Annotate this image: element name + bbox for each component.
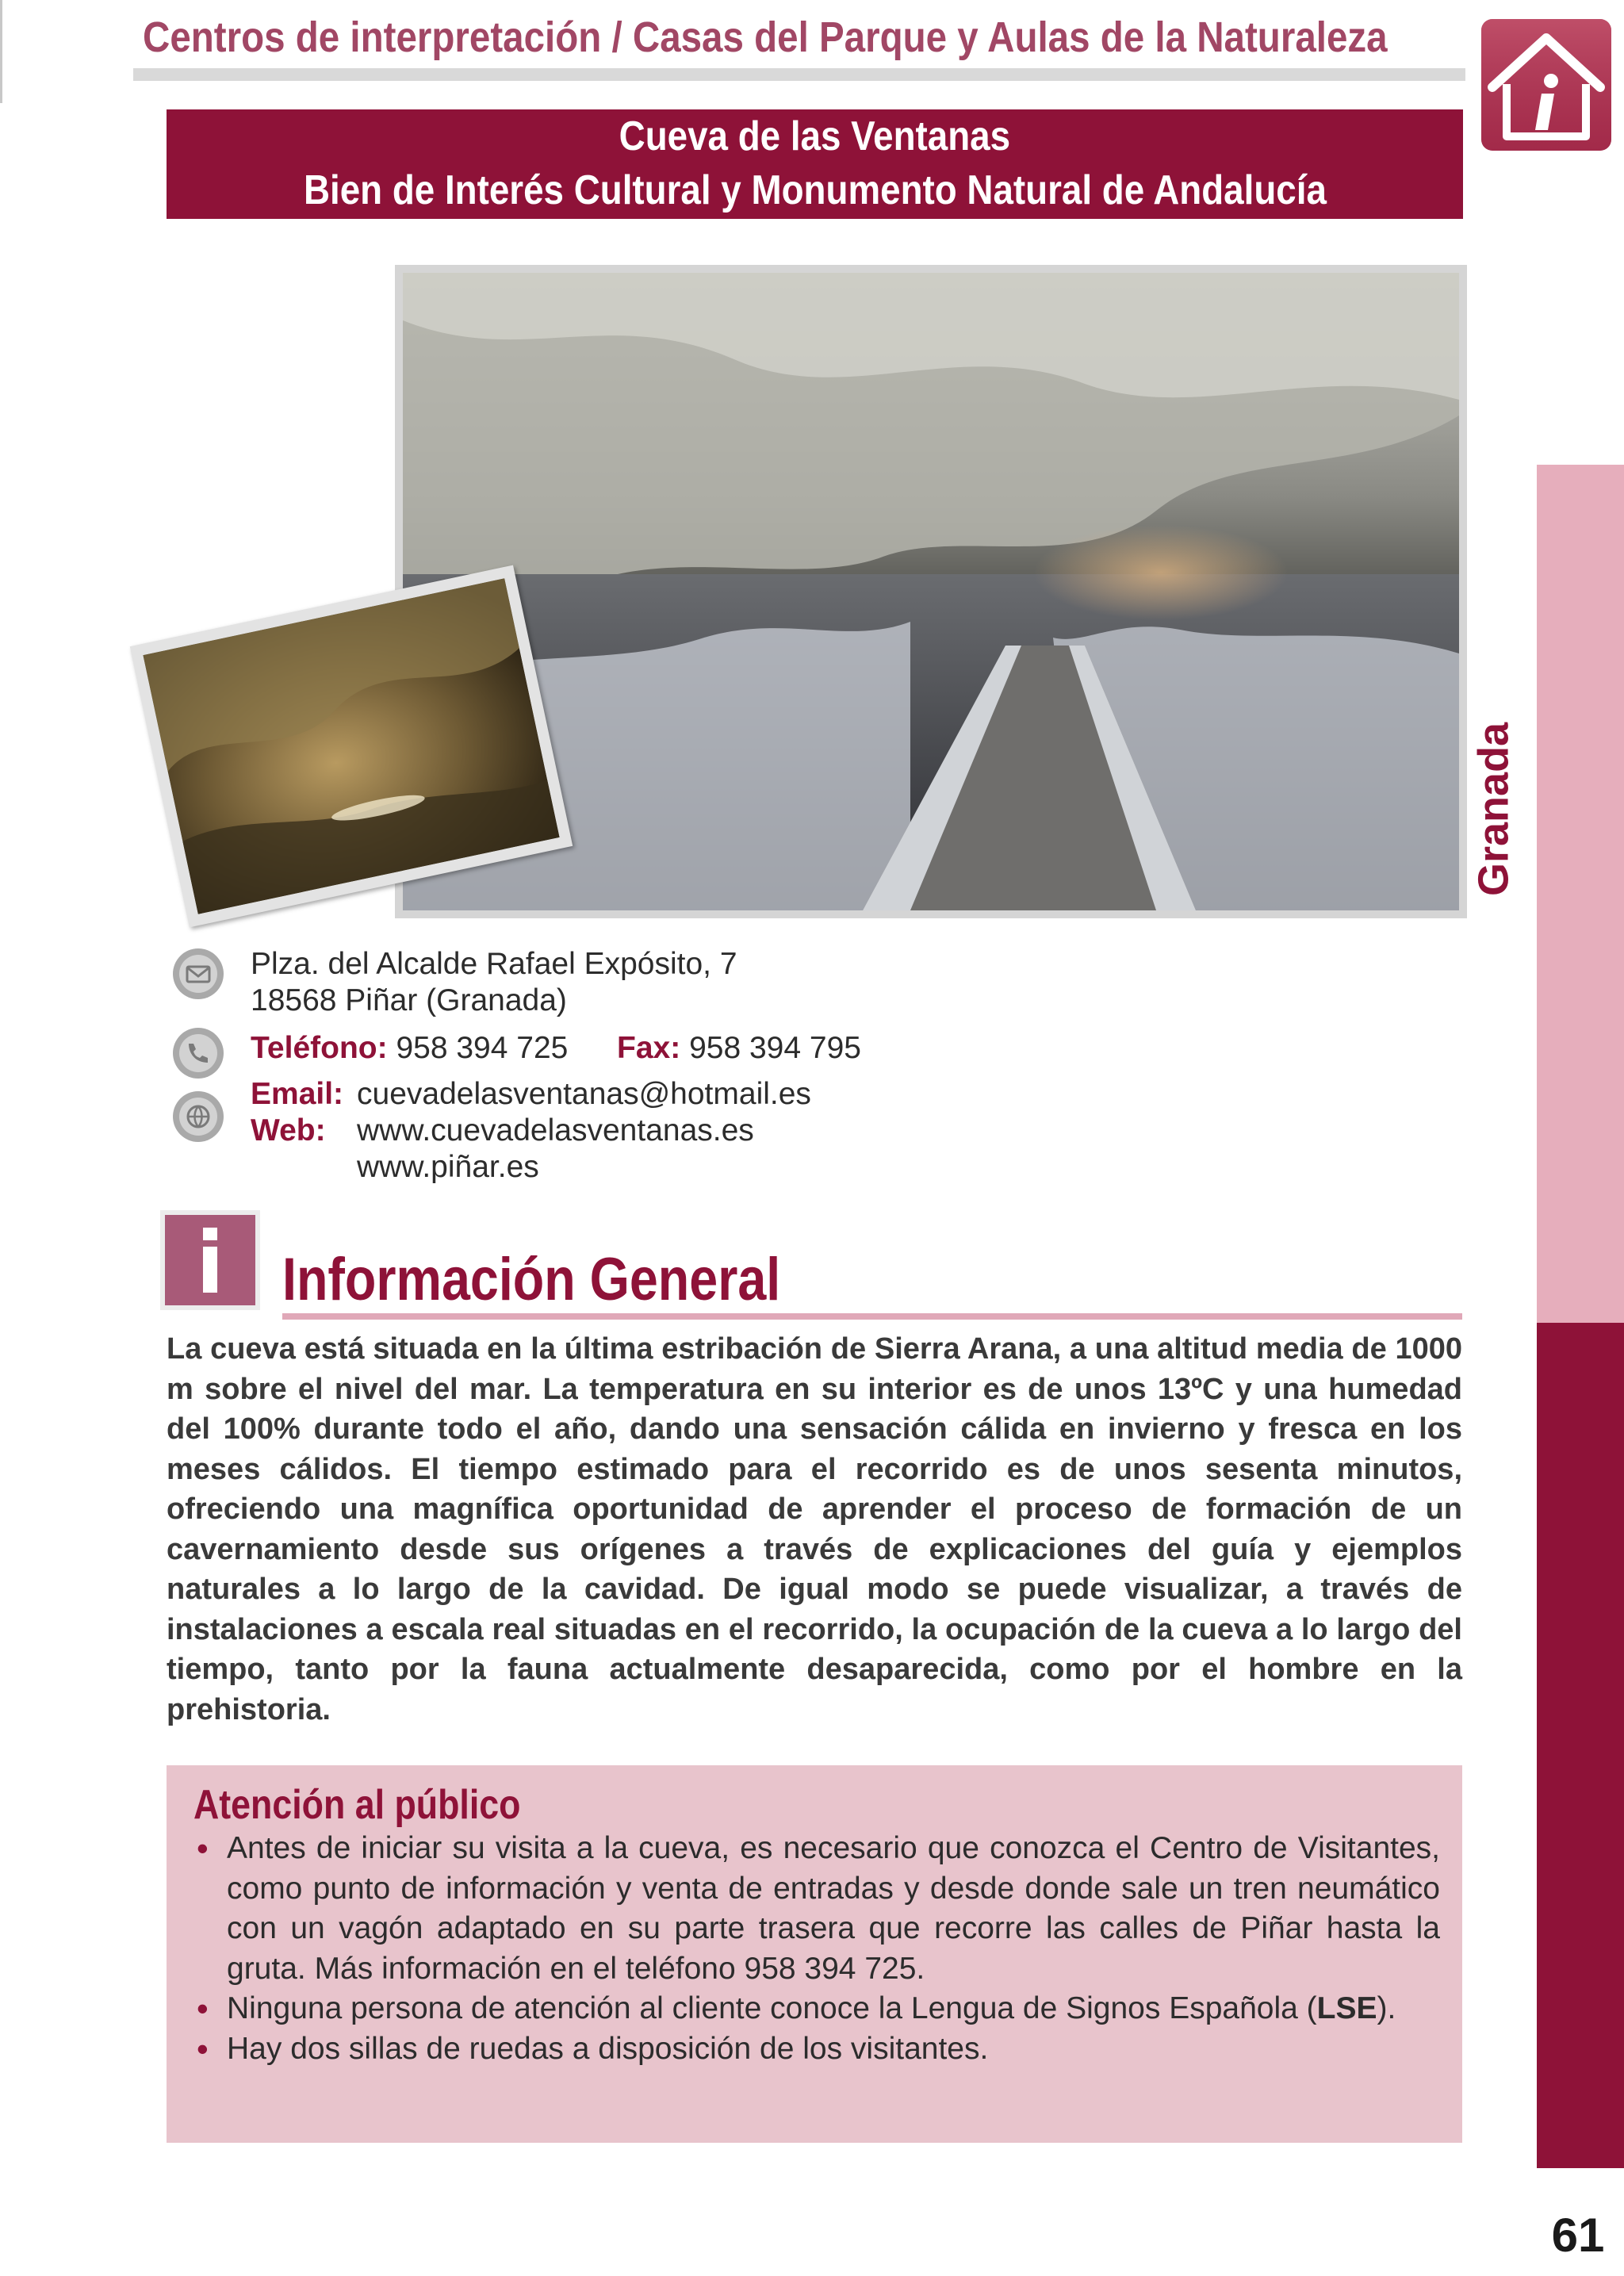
web-link-1[interactable]: www.cuevadelasventanas.es — [357, 1113, 754, 1148]
banner-subtitle: Bien de Interés Cultural y Monumento Natural de Andalucía — [303, 167, 1327, 213]
region-tab-label: Andalucía — [1454, 1539, 1502, 1745]
header-rule — [133, 68, 1465, 81]
phone-icon — [171, 1026, 225, 1080]
address-line-1: Plza. del Alcalde Rafael Expósito, 7 — [251, 947, 737, 981]
list-item: • Ninguna persona de atención al cliente conoce la Lengua de Signos Española (LSE). — [193, 1989, 1440, 2029]
web-link-2[interactable]: www.piñar.es — [357, 1150, 539, 1184]
fax-value: 958 394 795 — [689, 1031, 861, 1065]
page-edge-mark — [0, 0, 2, 103]
region-tab — [1537, 1323, 1624, 2168]
phone-value[interactable]: 958 394 725 — [396, 1031, 569, 1065]
address-line-2: 18568 Piñar (Granada) — [251, 983, 567, 1017]
list-item: • Antes de iniciar su visita a la cueva, es necesario que conozca el Centro de Visitantes, como punto de información y venta de entradas y desde donde sale un tren neumático con un vagón adaptado en su parte trasera que recorre las calles de Piñar hasta la gruta. Más información en el teléfono 958 394 725. — [193, 1829, 1440, 1989]
attention-list — [193, 1829, 1440, 2069]
list-item: • Hay dos sillas de ruedas a disposición de los visitantes. — [193, 2029, 1440, 2070]
home-info-icon — [1478, 14, 1614, 154]
info-heading: Información General — [282, 1246, 781, 1313]
section-header-title: Centros de interpretación / Casas del Parque y Aulas de la Naturaleza — [143, 13, 1388, 61]
province-tab-label: Granada — [1469, 722, 1518, 896]
fax-label: Fax: — [617, 1031, 681, 1065]
attention-heading: Atención al público — [193, 1782, 521, 1828]
attention-box — [167, 1765, 1462, 2143]
page-number: 61 — [1551, 2209, 1605, 2262]
info-icon — [160, 1210, 260, 1310]
email-link[interactable]: cuevadelasventanas@hotmail.es — [357, 1077, 811, 1111]
email-label: Email: — [251, 1077, 344, 1111]
globe-icon — [171, 1090, 225, 1144]
web-label: Web: — [251, 1113, 326, 1148]
province-tab — [1537, 465, 1624, 1323]
info-body-text: La cueva está situada en la última estribación de Sierra Arana, a una altitud media de 1000 m sobre el nivel del mar. La temperatura en su interior es de unos 13ºC y una humedad del 100% durante todo el año, dando una sensación cálida en invierno y fresca en los meses cálidos. El tiempo estimado para el recorrido es de unos sesenta minutos, ofreciendo una magnífica oportunidad de aprender el proceso de formación de un cavernamiento desde sus orígenes a través de explicaciones del guía y ejemplos naturales a lo largo de la cavidad. De igual modo se puede visualizar, a través de instalaciones a escala real situadas en el recorrido, la ocupación de la cueva a lo largo del tiempo, tanto por la fauna actualmente desaparecida, como por el hombre en la prehistoria. — [167, 1332, 1462, 1726]
info-heading-rule — [282, 1313, 1462, 1320]
banner-title: Cueva de las Ventanas — [619, 113, 1011, 159]
title-banner — [167, 109, 1463, 219]
phone-label: Teléfono: — [251, 1031, 388, 1065]
mail-icon — [171, 947, 225, 1001]
